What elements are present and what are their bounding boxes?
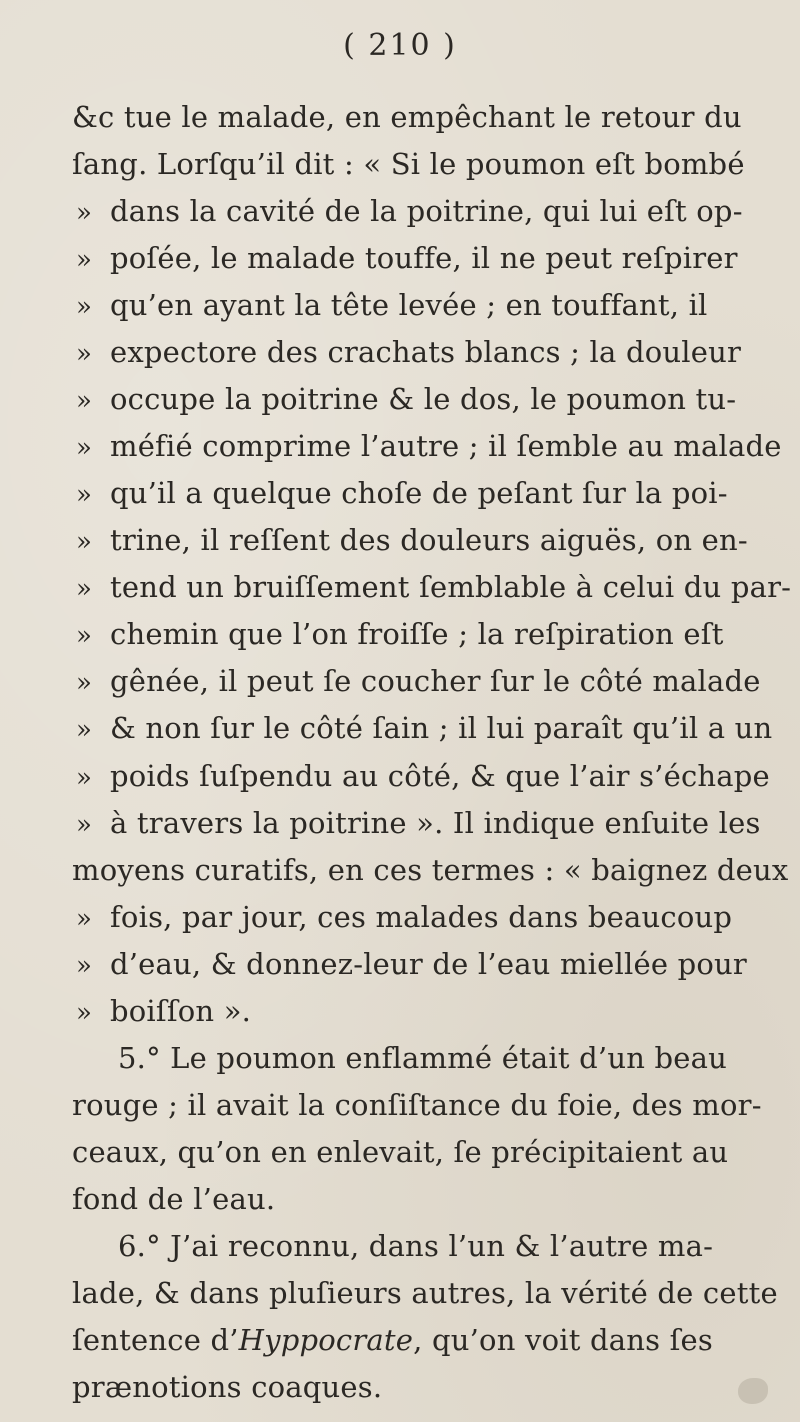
quoted-line: » trine, il reſſent des douleurs aiguës, on en- — [76, 523, 748, 558]
page-number: ( 210 ) — [343, 28, 457, 63]
quoted-line: » boiſſon ». — [76, 993, 252, 1028]
quoted-line: » à travers la poitrine ». Il indique enſuite les — [76, 805, 761, 840]
quoted-line: » occupe la poitrine & le dos, le poumon tu- — [76, 382, 737, 417]
quoted-line: » d’eau, & donnez-leur de l’eau miellée pour — [76, 946, 747, 981]
text-line: ſentence d’Hyppocrate, qu’on voit dans ſes — [72, 1322, 714, 1357]
text-line: fond de l’eau. — [72, 1181, 276, 1216]
quoted-line: » poids ſuſpendu au côté, & que l’air s’échape — [76, 758, 770, 793]
quoted-line: » qu’il a quelque choſe de peſant ſur la poi- — [76, 476, 728, 511]
text-line: ceaux, qu’on en enlevait, ſe précipitaient au — [72, 1134, 729, 1169]
quoted-line: » expectore des crachats blancs ; la douleur — [76, 335, 742, 370]
text-line: moyens curatifs, en ces termes : « baignez deux — [72, 852, 789, 887]
quoted-line: » tend un bruiſſement ſemblable à celui du par- — [76, 570, 792, 605]
quoted-line: » dans la cavité de la poitrine, qui lui eſt op- — [76, 194, 743, 229]
text-line: &c tue le malade, en empêchant le retour du — [72, 100, 742, 134]
text-line: ſang. Lorſqu’il dit : « Si le poumon eſt bombé — [72, 147, 745, 182]
text-line: prænotions coaques. — [72, 1370, 383, 1404]
quoted-line: » gênée, il peut ſe coucher ſur le côté malade — [76, 664, 761, 699]
quoted-line: » fois, par jour, ces malades dans beaucoup — [76, 899, 733, 934]
quoted-line: » poſée, le malade touffe, il ne peut reſpirer — [76, 241, 738, 276]
quoted-line: » chemin que l’on froiſſe ; la reſpiration eſt — [76, 617, 724, 652]
quoted-line: » méfié comprime l’autre ; il ſemble au malade — [76, 429, 782, 464]
quoted-line: » qu’en ayant la tête levée ; en touffant, il — [76, 288, 708, 323]
text-line: rouge ; il avait la conſiſtance du foie, des mor- — [72, 1087, 762, 1122]
paper-stain — [738, 1378, 768, 1404]
text-line: lade, & dans pluſieurs autres, la vérité de cette — [72, 1275, 778, 1310]
quoted-line: » & non ſur le côté ſain ; il lui paraît qu’il a un — [76, 711, 773, 746]
author-name: Hyppocrate — [238, 1322, 414, 1357]
paragraph-5-start: 5.° Le poumon enflammé était d’un beau — [118, 1040, 727, 1075]
paragraph-6-start: 6.° J’ai reconnu, dans l’un & l’autre ma- — [118, 1228, 714, 1263]
